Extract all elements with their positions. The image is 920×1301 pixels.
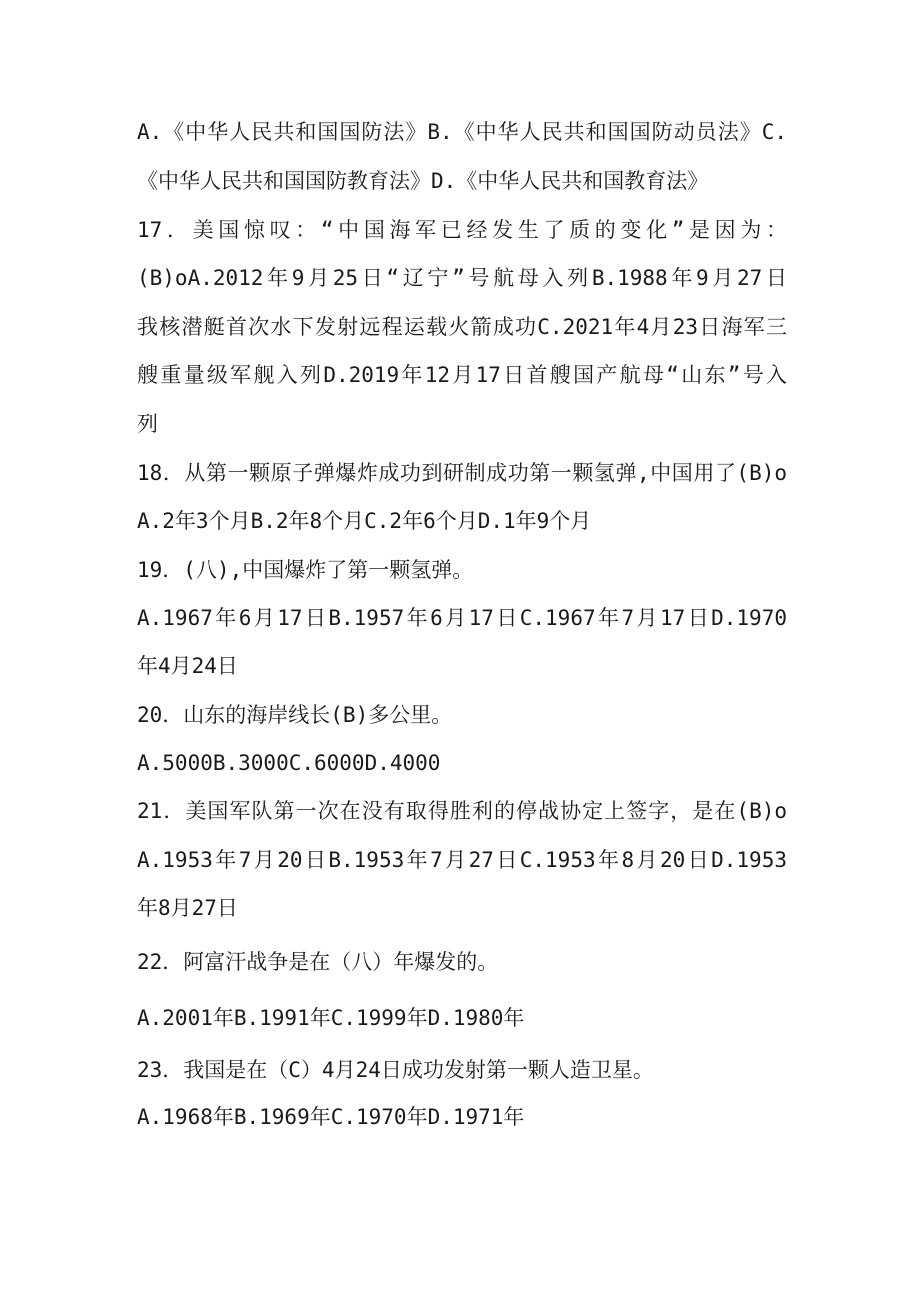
- question-19: 19．(八),中国爆炸了第一颗氢弹。: [137, 558, 474, 582]
- question-22: 22．阿富汗战争是在（八）年爆发的。: [137, 950, 499, 974]
- option-line-16: A.《中华人民共和国国防法》B.《中华人民共和国国防动员法》C.: [137, 120, 787, 144]
- options-17-line-3: 艘重量级军舰入列D.2019年12月17日首艘国产航母“山东”号入: [137, 363, 787, 387]
- question-23: 23．我国是在（C）4月24日成功发射第一颗人造卫星。: [137, 1058, 654, 1082]
- options-23: A.1968年B.1969年C.1970年D.1971年: [137, 1105, 525, 1129]
- options-19-line-1: A.1967年6月17日B.1957年6月17日C.1967年7月17日D.1970: [137, 606, 787, 630]
- options-20: A.5000B.3000C.6000D.4000: [137, 751, 441, 775]
- options-17-line-2: 我核潜艇首次水下发射远程运载火箭成功C.2021年4月23日海军三: [137, 315, 787, 339]
- options-19-line-2: 年4月24日: [137, 654, 238, 678]
- options-22: A.2001年B.1991年C.1999年D.1980年: [137, 1006, 525, 1030]
- question-17: 17．美国惊叹：“中国海军已经发生了质的变化”是因为：: [137, 218, 787, 242]
- options-17-line-4: 列: [137, 412, 158, 436]
- question-21: 21．美国军队第一次在没有取得胜利的停战协定上签字，是在(B)o: [137, 799, 787, 823]
- options-17-line-1: (B)oA.2012年9月25日“辽宁”号航母入列B.1988年9月27日: [137, 266, 787, 290]
- option-line-16-cont: 《中华人民共和国国防教育法》D.《中华人民共和国教育法》: [137, 169, 709, 193]
- options-18: A.2年3个月B.2年8个月C.2年6个月D.1年9个月: [137, 509, 592, 533]
- options-21-line-1: A.1953年7月20日B.1953年7月27日C.1953年8月20日D.1953: [137, 848, 787, 872]
- question-20: 20．山东的海岸线长(B)多公里。: [137, 703, 453, 727]
- question-18: 18．从第一颗原子弹爆炸成功到研制成功第一颗氢弹,中国用了(B)o: [137, 461, 787, 485]
- options-21-line-2: 年8月27日: [137, 896, 238, 920]
